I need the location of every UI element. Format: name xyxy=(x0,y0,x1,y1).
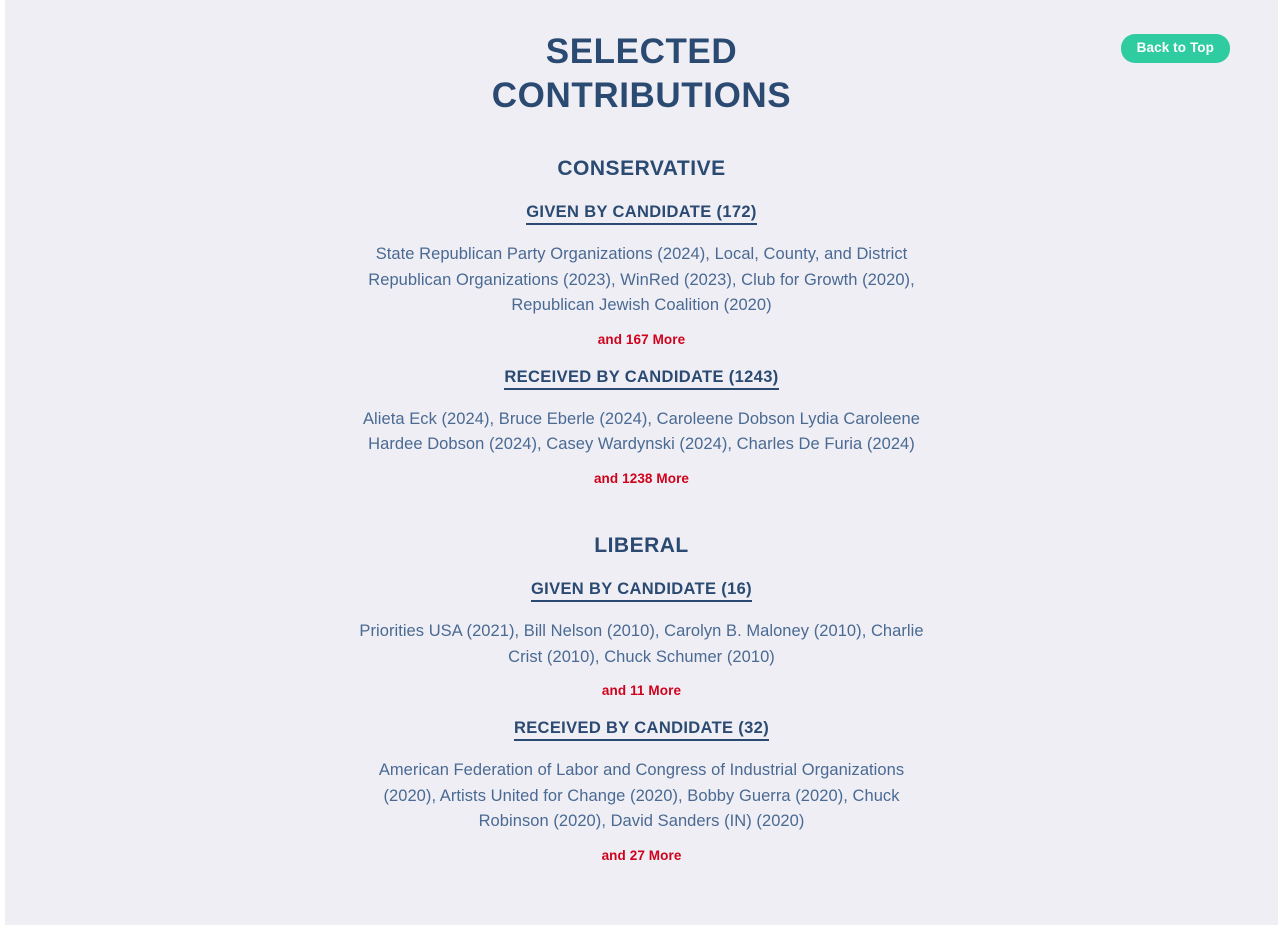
entries-liberal-given: Priorities USA (2021), Bill Nelson (2010), Carolyn B. Maloney (2010), Charlie Crist (2010), Chuck Schumer (2010) xyxy=(359,622,924,666)
subsection-conservative-received xyxy=(5,368,1278,486)
more-liberal-received: and 27 More xyxy=(601,847,682,863)
subsection-liberal-given xyxy=(5,580,1278,698)
subsection-liberal-received xyxy=(5,719,1278,863)
link-liberal-given-by-candidate[interactable]: GIVEN BY CANDIDATE (16) xyxy=(531,580,752,602)
entries-conservative-given: State Republican Party Organizations (2024), Local, County, and District Republican Organizations (2023), WinRed (2023), Club for Growth (2020), Republican Jewish Coalition (2020) xyxy=(368,245,915,315)
page-title: SELECTED CONTRIBUTIONS xyxy=(491,32,792,116)
link-liberal-received-by-candidate[interactable]: RECEIVED BY CANDIDATE (32) xyxy=(514,719,769,741)
link-conservative-given-by-candidate[interactable]: GIVEN BY CANDIDATE (172) xyxy=(526,203,757,225)
section-heading-conservative: CONSERVATIVE xyxy=(557,157,726,181)
more-conservative-received: and 1238 More xyxy=(593,471,690,486)
back-to-top-button[interactable]: Back to Top xyxy=(1121,34,1230,63)
entries-liberal-received: American Federation of Labor and Congress of Industrial Organizations (2020), Artists United for Change (2020), Bobby Guerra (2020), Chuck Robinson (2020), David Sanders (IN) (2020) xyxy=(378,761,905,831)
main-content xyxy=(5,0,1278,863)
section-heading-liberal: LIBERAL xyxy=(594,534,689,557)
entries-conservative-received: Alieta Eck (2024), Bruce Eberle (2024), Caroleene Dobson Lydia Caroleene Hardee Dobson (2024), Casey Wardynski (2024), Charles De Furia (2024) xyxy=(363,409,920,454)
link-conservative-received-by-candidate[interactable]: RECEIVED BY CANDIDATE (1243) xyxy=(504,368,778,390)
page-container xyxy=(5,0,1278,925)
more-liberal-given: and 11 More xyxy=(601,683,682,699)
subsection-conservative-given xyxy=(5,203,1278,347)
more-conservative-given: and 167 More xyxy=(597,331,686,347)
section-conservative xyxy=(5,157,1278,486)
section-liberal xyxy=(5,534,1278,863)
